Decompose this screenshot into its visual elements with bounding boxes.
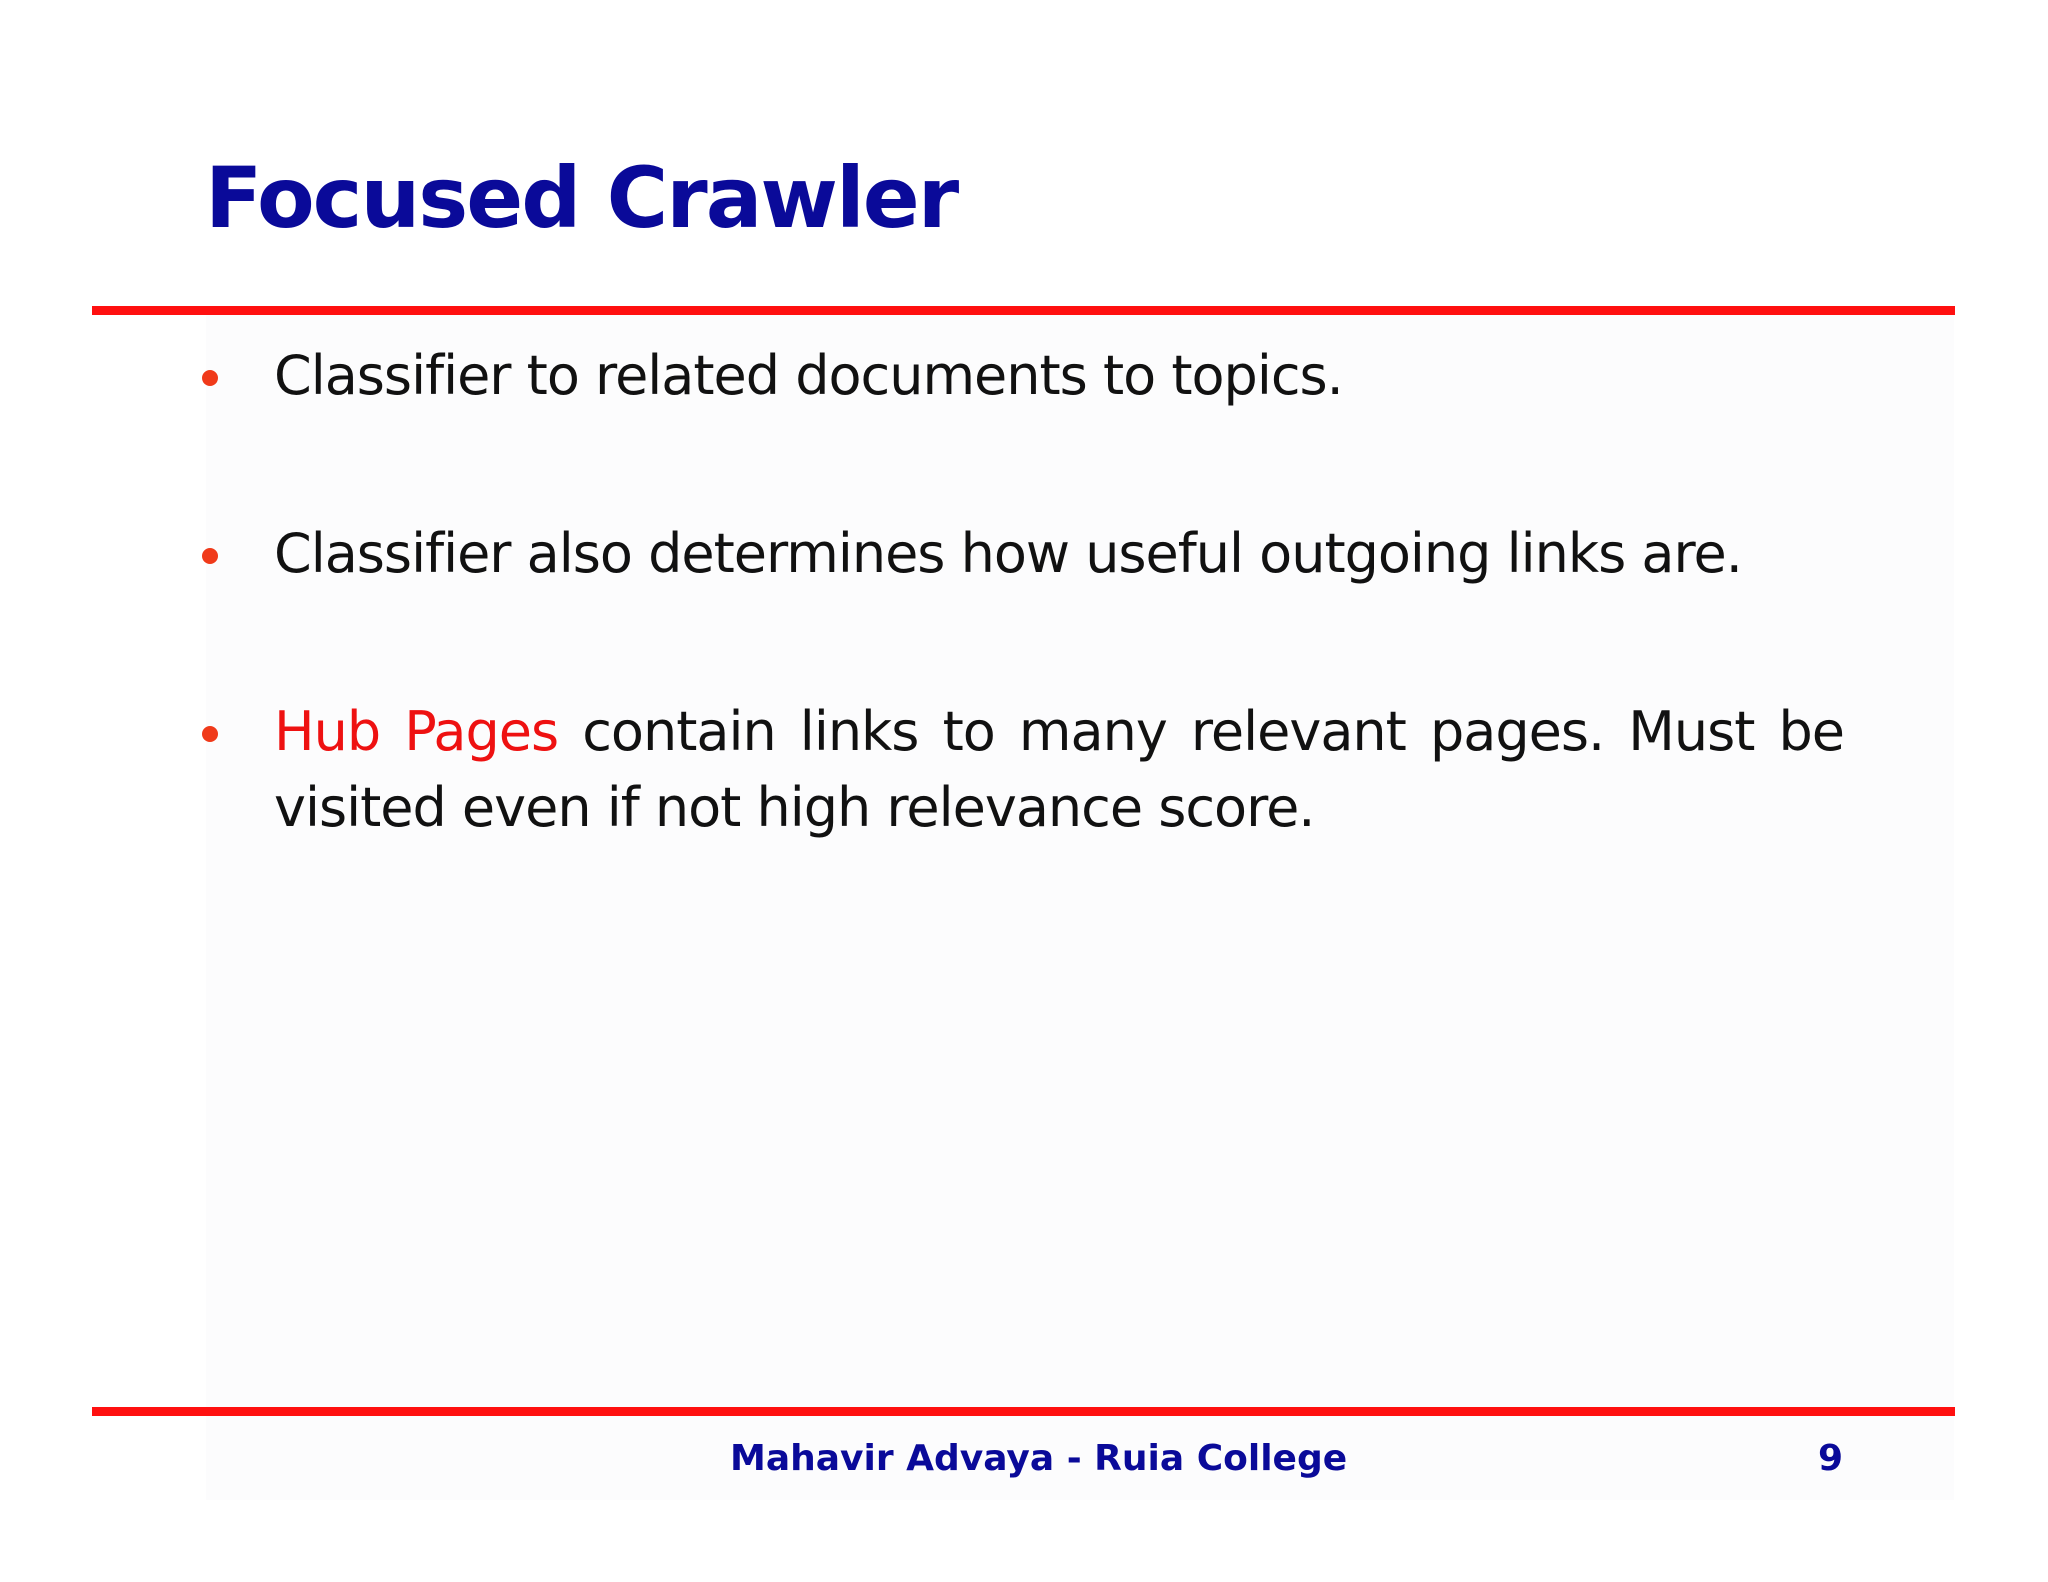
footer-divider <box>92 1407 1955 1416</box>
bullet-text-container <box>274 694 1844 846</box>
bullet-dot-icon <box>202 370 218 386</box>
title-divider <box>92 306 1955 315</box>
bullet-text: Classifier to related documents to topics. <box>274 344 1343 407</box>
content-background <box>206 310 1954 1500</box>
slide-title: Focused Crawler <box>205 149 958 247</box>
bullet-dot-icon <box>202 548 218 564</box>
page-number: 9 <box>1818 1438 1844 1479</box>
bullet-text: Classifier also determines how useful outgoing links are. <box>274 522 1742 585</box>
bullet-dot-icon <box>202 726 218 742</box>
footer-attribution: Mahavir Advaya - Ruia College <box>730 1438 1348 1479</box>
highlighted-term: Hub Pages <box>274 700 559 763</box>
bullet-text: contain links to many relevant pages. Must be visited even if not high relevance score. <box>274 700 1845 839</box>
